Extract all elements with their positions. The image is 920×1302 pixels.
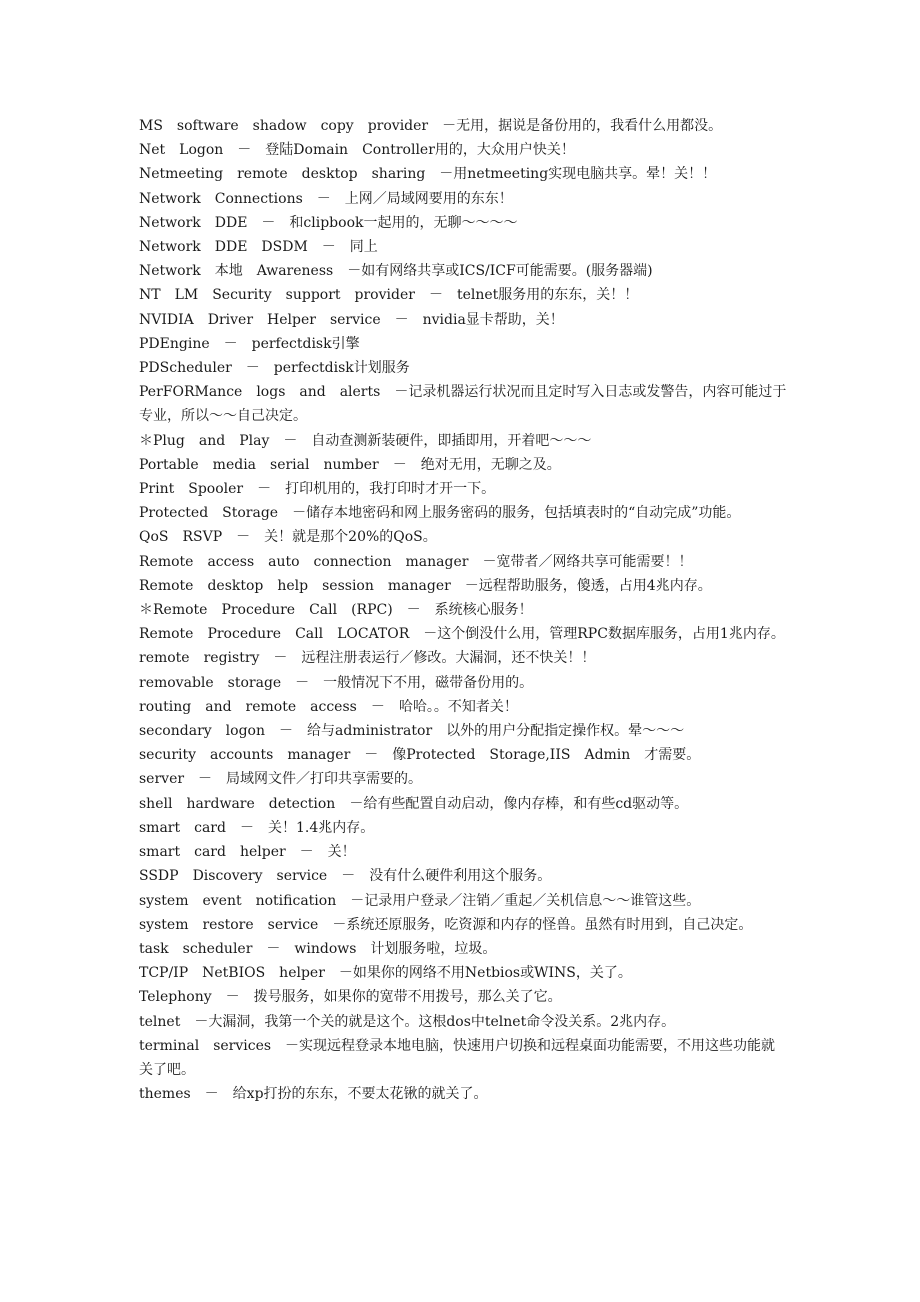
line-portable-media: Portable media serial number － 绝对无用，无聊之及。 (139, 456, 561, 473)
line-system-event-notification: system event notification －记录用户登录／注销／重起／关机信息～～谁管这些。 (139, 892, 701, 909)
line-network-connections: Network Connections － 上网／局域网要用的东东！ (139, 190, 513, 207)
line-system-restore: system restore service －系统还原服务，吃资源和内存的怪兽。虽然有时用到，自己决定。 (139, 916, 753, 933)
line-server: server － 局域网文件／打印共享需要的。 (139, 771, 423, 788)
line-ssdp-discovery: SSDP Discovery service － 没有什么硬件利用这个服务。 (139, 868, 552, 885)
line-remote-desktop-help: Remote desktop help session manager －远程帮助服务，傻透，占用4兆内存。 (139, 577, 712, 594)
line-removable-storage: removable storage － 一般情况下不用，磁带备份用的。 (139, 674, 534, 691)
line-telephony: Telephony － 拨号服务，如果你的宽带不用拨号，那么关了它。 (139, 989, 562, 1006)
line-network-awareness: Network 本地 Awareness －如有网络共享或ICS/ICF可能需要。(服务器端) (139, 263, 653, 280)
line-tcpip-netbios: TCP/IP NetBIOS helper －如果你的网络不用Netbios或WINS，关了。 (139, 965, 632, 982)
line-remote-access-auto: Remote access auto connection manager －宽带者／网络共享可能需要！！ (139, 553, 693, 570)
line-network-dde: Network DDE － 和clipbook一起用的，无聊～～～～ (139, 214, 518, 231)
line-pdscheduler: PDScheduler － perfectdisk计划服务 (139, 360, 410, 377)
line-netmeeting: Netmeeting remote desktop sharing －用netmeeting实现电脑共享。晕！关！！ (139, 166, 717, 183)
line-secondary-logon: secondary logon － 给与administrator 以外的用户分配指定操作权。晕～～～ (139, 723, 685, 740)
line-qos-rsvp: QoS RSVP － 关！就是那个20%的QoS。 (139, 529, 437, 546)
line-ms-software-shadow-copy: MS software shadow copy provider －无用，据说是备份用的，我看什么用都没。 (139, 118, 723, 134)
line-net-logon: Net Logon － 登陆Domain Controller用的，大众用户快关！ (139, 142, 575, 159)
line-network-dde-dsdm: Network DDE DSDM － 同上 (139, 239, 378, 256)
line-rpc: ＊Remote Procedure Call (RPC) － 系统核心服务！ (139, 602, 533, 619)
line-terminal-services: terminal services －实现远程登录本地电脑，快速用户切换和远程桌面功能需要，不用这些功能就关了吧。 (139, 1037, 776, 1078)
line-routing-remote-access: routing and remote access － 哈哈。。不知者关！ (139, 698, 518, 715)
line-smart-card-helper: smart card helper － 关！ (139, 844, 356, 861)
document-body (139, 114, 789, 1106)
line-performance-logs: PerFORMance logs and alerts －记录机器运行状况而且定时写入日志或发警告，内容可能过于专业，所以～～自己决定。 (139, 384, 787, 425)
line-pdengine: PDEngine － perfectdisk引擎 (139, 335, 360, 352)
line-telnet: telnet －大漏洞，我第一个关的就是这个。这根dos中telnet命令没关系。2兆内存。 (139, 1013, 676, 1030)
line-task-scheduler: task scheduler － windows 计划服务啦，垃圾。 (139, 940, 497, 957)
line-print-spooler: Print Spooler － 打印机用的，我打印时才开一下。 (139, 481, 496, 498)
line-nvidia-driver-helper: NVIDIA Driver Helper service － nvidia显卡帮助，关！ (139, 311, 564, 328)
line-rpc-locator: Remote Procedure Call LOCATOR －这个倒没什么用，管理RPC数据库服务，占用1兆内存。 (139, 626, 785, 643)
line-protected-storage: Protected Storage －储存本地密码和网上服务密码的服务，包括填表时的“自动完成”功能。 (139, 505, 741, 522)
line-plug-and-play: ＊Plug and Play － 自动查测新装硬件，即插即用，开着吧～～～ (139, 432, 592, 449)
line-remote-registry: remote registry － 远程注册表运行／修改。大漏洞，还不快关！！ (139, 650, 596, 667)
line-nt-lm-security: NT LM Security support provider － telnet服务用的东东，关！！ (139, 287, 639, 304)
line-smart-card: smart card － 关！1.4兆内存。 (139, 819, 375, 836)
line-security-accounts: security accounts manager － 像Protected Storage,IIS Admin 才需要。 (139, 747, 701, 764)
line-shell-hardware-detection: shell hardware detection －给有些配置自动启动，像内存棒，和有些cd驱动等。 (139, 795, 689, 812)
line-themes: themes － 给xp打扮的东东，不要太花锹的就关了。 (139, 1086, 488, 1103)
